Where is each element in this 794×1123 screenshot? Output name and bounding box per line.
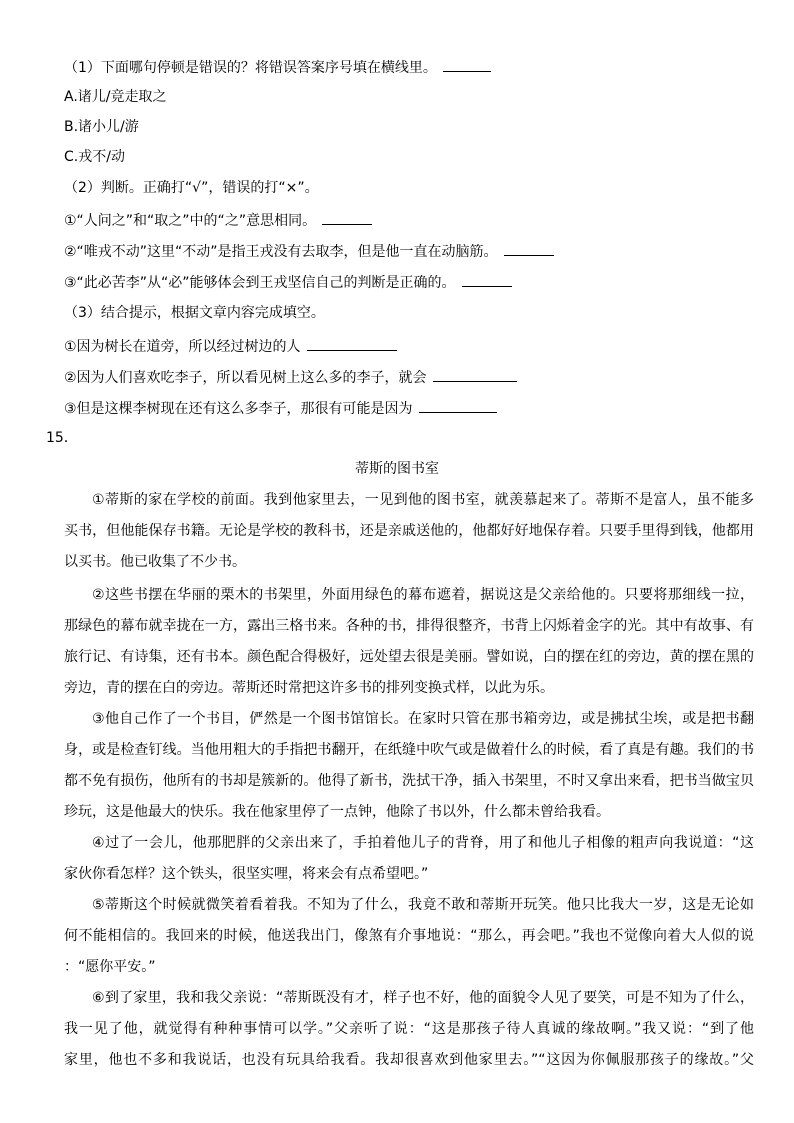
answer-blank[interactable] — [504, 241, 554, 256]
passage-line: ②这些书摆在华丽的栗木的书架里，外面用绿色的幕布遮着，据说这是父亲给他的。只要将那细线一拉， — [92, 587, 754, 603]
passage-title: 蒂斯的图书室 — [355, 461, 439, 477]
option-c: C.戎不/动 — [64, 149, 125, 165]
passage-line: 珍玩，这是他最大的快乐。我在他家里停了一点钟，他除了书以外，什么都未曾给我看。 — [64, 804, 610, 820]
question-1-prompt — [64, 57, 754, 78]
answer-blank[interactable] — [443, 57, 491, 72]
passage-line: 旁边，青的摆在白的旁边。蒂斯还时常把这许多书的排列变换式样，以此为乐。 — [64, 680, 554, 696]
judgment-item-text: ③“此必苦李”从“必”能够体会到王戎坚信自己的判断是正确的。 — [64, 275, 456, 291]
passage-line: 身，或是检查钉线。当他用粗大的手指把书翻开，在纸缝中吹气或是做着什么的时候，看了真是有趣。我们的书 — [64, 742, 754, 758]
answer-blank[interactable] — [307, 336, 397, 351]
fill-item-2 — [64, 367, 754, 388]
answer-blank[interactable] — [322, 210, 372, 225]
passage-line: ①蒂斯的家在学校的前面。我到他家里去，一见到他的图书室，就羡慕起来了。蒂斯不是富人，虽不能多 — [92, 492, 754, 508]
question-number: 15． — [46, 430, 78, 446]
option-b: B.诸小儿/游 — [64, 119, 139, 135]
passage-paragraph-5 — [64, 895, 754, 988]
fill-item-1 — [64, 336, 754, 357]
passage-paragraph-1 — [64, 490, 754, 583]
passage-line: ④过了一会儿，他那肥胖的父亲出来了，手拍着他儿子的背脊，用了和他儿子相像的粗声向我说道：“这 — [92, 835, 754, 851]
passage-paragraph-3 — [64, 709, 754, 833]
judgment-item-2 — [64, 241, 754, 262]
question-1-text: （1）下面哪句停顿是错误的？将错误答案序号填在横线里。 — [64, 60, 437, 76]
judgment-item-1 — [64, 210, 754, 231]
fill-item-text: ③但是这棵李树现在还有这么多李子，那很有可能是因为 — [64, 401, 413, 417]
question-2-prompt: （2）判断。正确打“√”，错误的打“×”。 — [64, 180, 319, 196]
fill-item-text: ①因为树长在道旁，所以经过树边的人 — [64, 339, 301, 355]
fill-item-3 — [64, 398, 754, 419]
passage-line: 都不免有损伤，他所有的书却是簇新的。他得了新书，洗拭干净，插入书架里，不时又拿出来看，把书当做宝贝 — [64, 773, 754, 789]
passage-line: 家里，他也不多和我说话，也没有玩具给我看。我却很喜欢到他家里去。”“这因为你佩服那孩子的缘故。”父 — [64, 1052, 754, 1068]
judgment-item-text: ①“人问之”和“取之”中的“之”意思相同。 — [64, 213, 317, 229]
passage-line: 以买书。他已收集了不少书。 — [64, 554, 246, 570]
judgment-item-3 — [64, 272, 754, 293]
passage-line: ③他自己作了一个书目，俨然是一个图书馆馆长。在家时只管在那书箱旁边，或是拂拭尘埃，或是把书翻 — [92, 711, 754, 727]
passage-paragraph-2 — [64, 585, 754, 709]
passage-line: ⑥到了家里，我和我父亲说：“蒂斯既没有才，样子也不好，他的面貌令人见了要笑，可是不知为了什么， — [92, 990, 754, 1006]
passage-paragraph-4 — [64, 833, 754, 895]
passage-line: 旅行记、有诗集，还有书本。颜色配合得极好，远处望去很是美丽。譬如说，白的摆在红的旁边，黄的摆在黑的 — [64, 649, 754, 665]
answer-blank[interactable] — [419, 398, 497, 413]
passage-line: 那绿色的幕布就幸拢在一方，露出三格书来。各种的书，排得很整齐，书背上闪烁着金字的光。其中有故事、有 — [64, 618, 754, 634]
answer-blank[interactable] — [433, 367, 517, 382]
passage-line: 何不能相信的。我回来的时候，他送我出门，像煞有介事地说：“那么，再会吧。”我也不觉像向着大人似的说 — [64, 928, 754, 944]
passage-paragraph-6 — [64, 988, 754, 1081]
option-a: A.诸儿/竞走取之 — [64, 89, 167, 105]
question-3-prompt: （3）结合提示，根据文章内容完成填空。 — [64, 305, 325, 321]
passage-line: 我一见了他，就觉得有种种事情可以学。”父亲听了说：“这是那孩子待人真诚的缘故啊。”我又说：“到了他 — [64, 1021, 754, 1037]
passage-line: 买书，但他能保存书籍。无论是学校的教科书，还是亲戚送他的，他都好好地保存着。只要手里得到钱，他都用 — [64, 523, 754, 539]
answer-blank[interactable] — [462, 272, 512, 287]
fill-item-text: ②因为人们喜欢吃李子，所以看见树上这么多的李子，就会 — [64, 370, 427, 386]
passage-line: ：“愿你平安。” — [64, 959, 156, 975]
passage-line: ⑤蒂斯这个时候就微笑着看着我。不知为了什么，我竟不敢和蒂斯开玩笑。他只比我大一岁，这是无论如 — [92, 897, 754, 913]
judgment-item-text: ②“唯戎不动”这里“不动”是指王戎没有去取李，但是他一直在动脑筋。 — [64, 244, 498, 260]
passage-line: 家伙你看怎样？这个铁头，很坚实哩，将来会有点希望吧。” — [64, 866, 429, 882]
